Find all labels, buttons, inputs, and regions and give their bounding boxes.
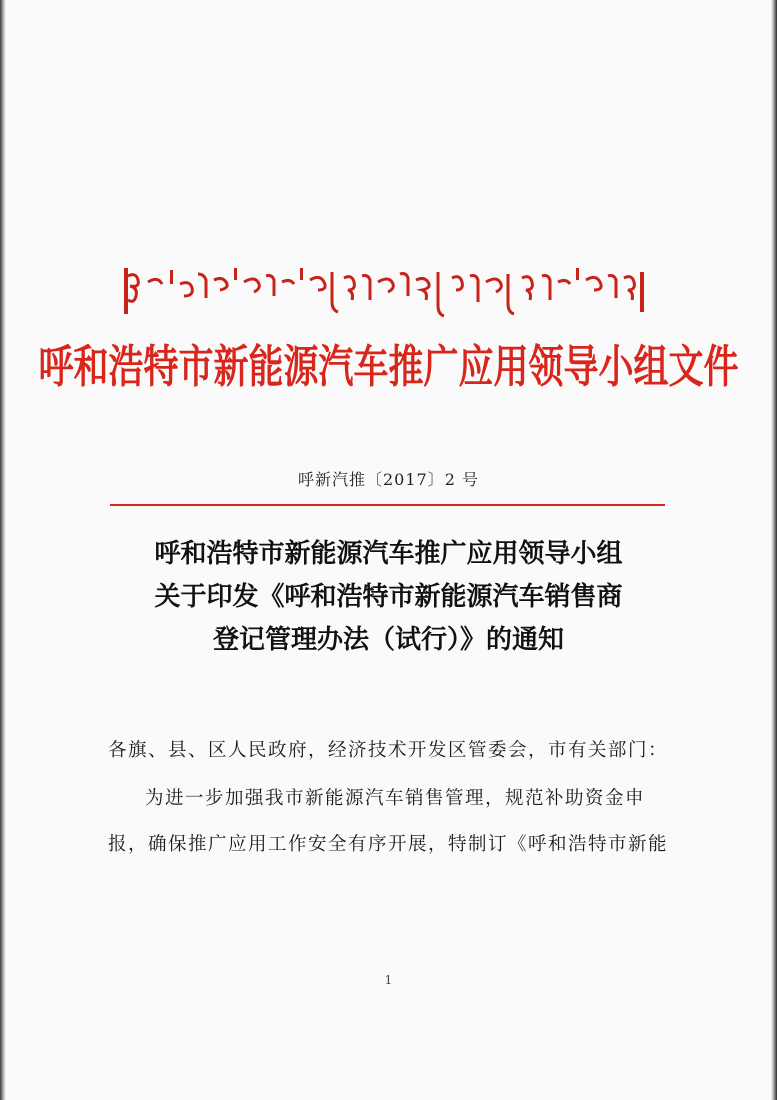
notice-title: [0, 533, 777, 662]
red-separator-line: [110, 504, 665, 506]
body-paragraph-line-2: 报，确保推广应用工作安全有序开展，特制订《呼和浩特市新能: [108, 834, 669, 855]
body-paragraph-line-1: 为进一步加强我市新能源汽车销售管理，规范补助资金申: [145, 788, 646, 809]
notice-title-line-3: 登记管理办法（试行）》的通知: [212, 625, 564, 655]
issuing-organization-title: 呼和浩特市新能源汽车推广应用领导小组文件: [38, 342, 739, 394]
notice-title-line-1: 呼和浩特市新能源汽车推广应用领导小组: [154, 539, 623, 569]
mongolian-script-heading: [118, 262, 648, 326]
document-number: 呼新汽推〔2017〕2 号: [298, 470, 479, 489]
page-number: 1: [384, 973, 393, 987]
addressee-line: 各旗、县、区人民政府，经济技术开发区管委会，市有关部门：: [108, 740, 669, 761]
notice-title-line-2: 关于印发《呼和浩特市新能源汽车销售商: [154, 582, 623, 612]
